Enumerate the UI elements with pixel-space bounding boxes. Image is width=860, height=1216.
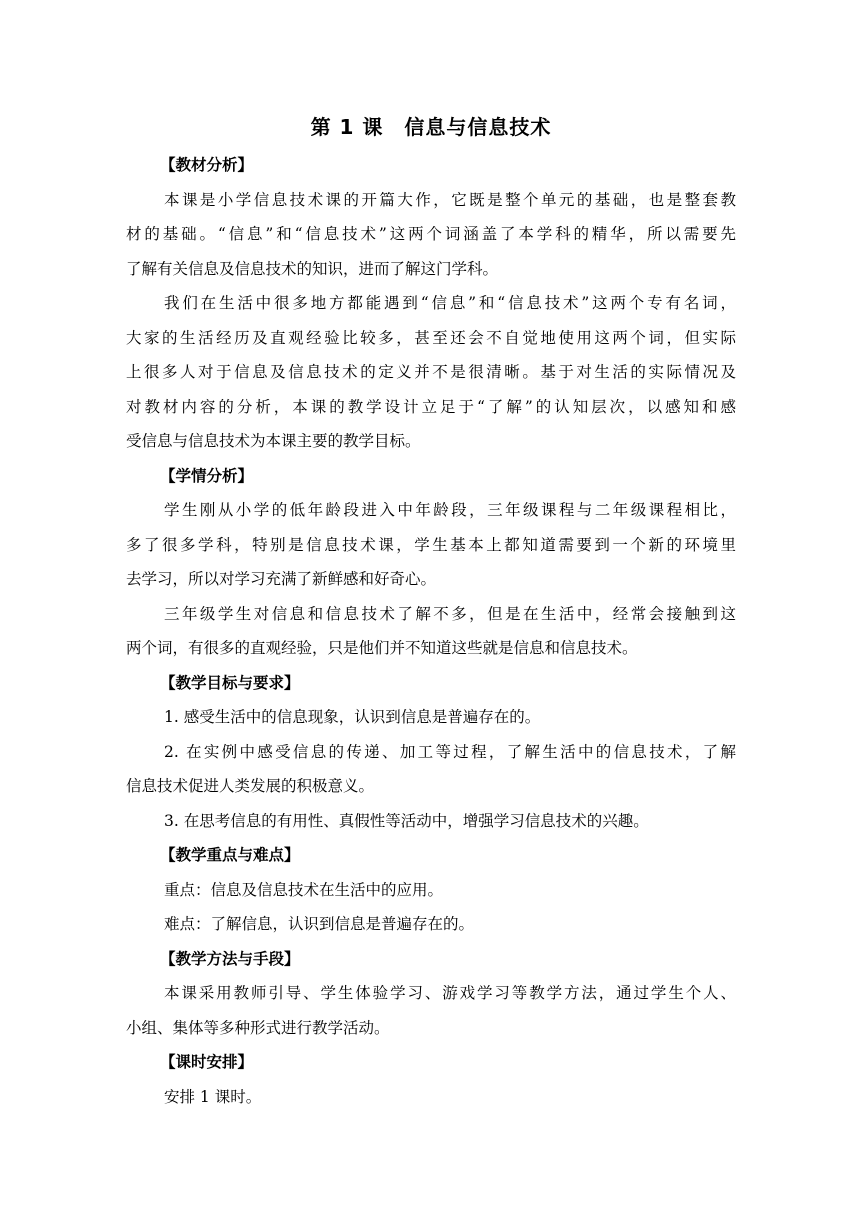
paragraph-line: 我们在生活中很多地方都能遇到“信息”和“信息技术”这两个专有名词， xyxy=(164,294,736,312)
paragraph-line: 对教材内容的分析，本课的教学设计立足于“了解”的认知层次，以感知和感 xyxy=(126,397,736,416)
paragraph-line: 1. 感受生活中的信息现象，认识到信息是普遍存在的。 xyxy=(164,708,541,726)
section-heading: 【教材分析】 xyxy=(160,156,254,174)
paragraph-line: 三年级学生对信息和信息技术了解不多，但是在生活中，经常会接触到这 xyxy=(164,604,736,623)
paragraph-line: 学生刚从小学的低年龄段进入中年龄段，三年级课程与二年级课程相比， xyxy=(164,501,736,519)
paragraph-line: 了解有关信息及信息技术的知识，进而了解这门学科。 xyxy=(126,259,499,278)
paragraph-line: 本课采用教师引导、学生体验学习、游戏学习等教学方法，通过学生个人、 xyxy=(164,984,736,1002)
paragraph-line: 去学习，所以对学习充满了新鲜感和好奇心。 xyxy=(126,570,437,588)
paragraph-line: 大家的生活经历及直观经验比较多，甚至还会不自觉地使用这两个词，但实际 xyxy=(126,328,736,347)
paragraph-line: 3. 在思考信息的有用性、真假性等活动中，增强学习信息技术的兴趣。 xyxy=(164,811,649,830)
section-heading: 【教学重点与难点】 xyxy=(160,846,300,864)
paragraph-line: 难点：了解信息，认识到信息是普遍存在的。 xyxy=(164,915,475,933)
document-body xyxy=(126,148,736,1114)
paragraph-line: 安排 1 课时。 xyxy=(164,1087,262,1106)
section-heading: 【学情分析】 xyxy=(160,466,254,485)
paragraph-line: 2. 在实例中感受信息的传递、加工等过程，了解生活中的信息技术，了解 xyxy=(164,742,736,761)
paragraph-line: 信息技术促进人类发展的积极意义。 xyxy=(126,777,375,795)
paragraph-line: 重点：信息及信息技术在生活中的应用。 xyxy=(164,880,444,899)
paragraph-line: 材的基础。“信息”和“信息技术”这两个词涵盖了本学科的精华，所以需要先 xyxy=(126,225,736,243)
section-heading: 【教学方法与手段】 xyxy=(160,949,300,968)
document-page xyxy=(126,112,736,1114)
section-heading: 【课时安排】 xyxy=(160,1053,254,1071)
paragraph-line: 两个词，有很多的直观经验，只是他们并不知道这些就是信息和信息技术。 xyxy=(126,639,638,657)
paragraph-line: 多了很多学科，特别是信息技术课，学生基本上都知道需要到一个新的环境里 xyxy=(126,535,736,554)
paragraph-line: 上很多人对于信息及信息技术的定义并不是很清晰。基于对生活的实际情况及 xyxy=(126,363,736,381)
section-heading: 【教学目标与要求】 xyxy=(160,673,300,692)
paragraph-line: 小组、集体等多种形式进行教学活动。 xyxy=(126,1018,390,1037)
page-title: 第 1 课 信息与信息技术 xyxy=(310,115,552,139)
paragraph-line: 受信息与信息技术为本课主要的教学目标。 xyxy=(126,432,421,450)
paragraph-line: 本课是小学信息技术课的开篇大作，它既是整个单元的基础，也是整套教 xyxy=(164,190,736,209)
